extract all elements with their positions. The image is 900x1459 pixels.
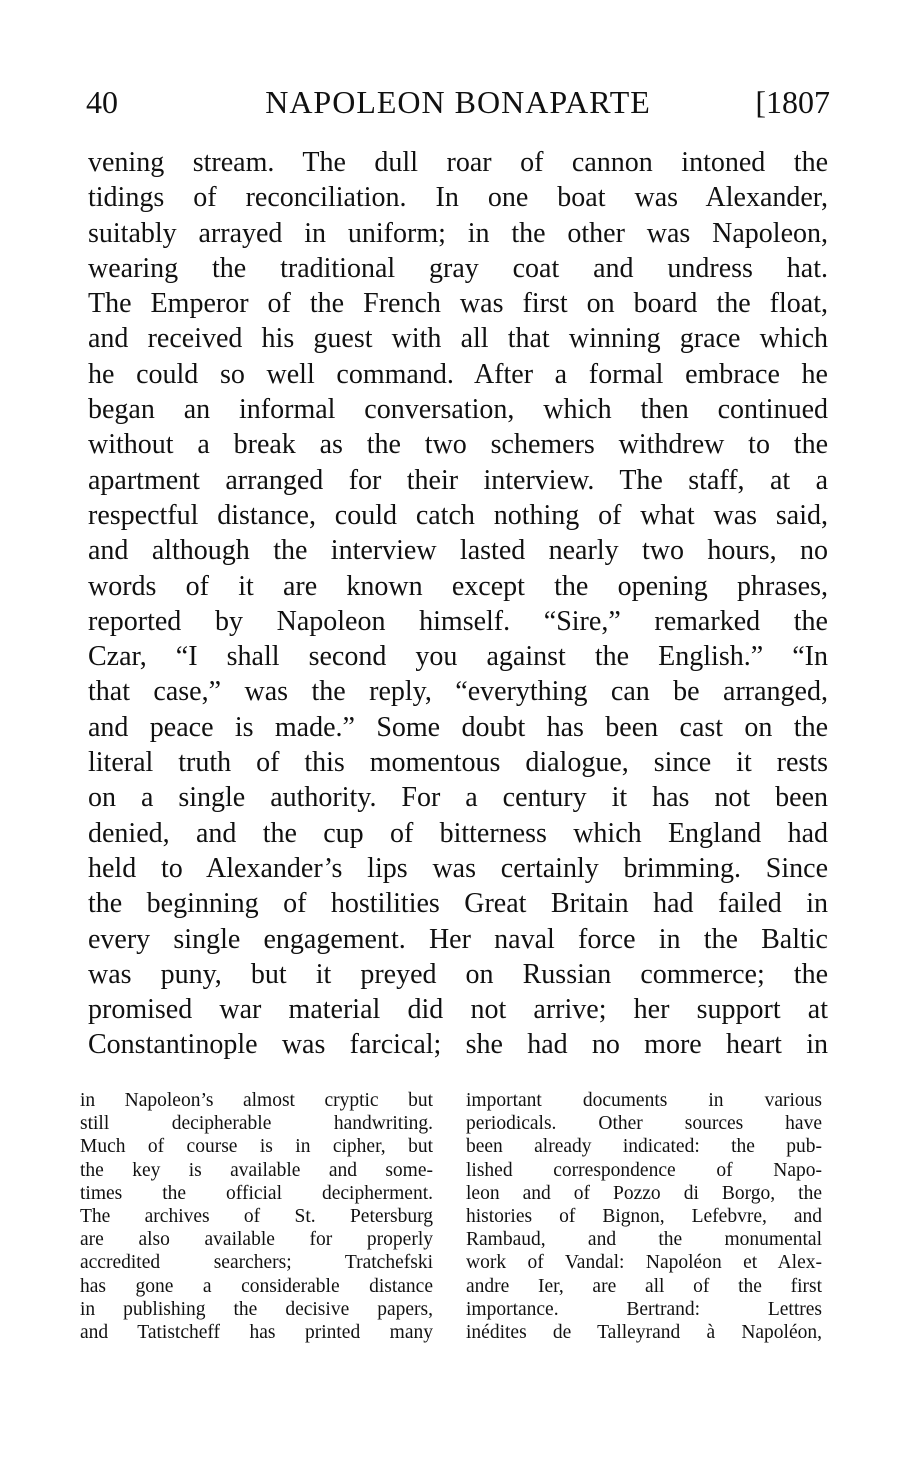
text-line: The Emperor of the French was first on board the float, xyxy=(88,288,828,320)
footnote-line: and Tatistcheff has printed many xyxy=(80,1321,433,1343)
footnote-line: in Napoleon’s almost cryptic but xyxy=(80,1090,433,1111)
footnote-line: importance. Bertrand: Lettres xyxy=(466,1298,822,1320)
text-line: and peace is made.” Some doubt has been cast on the xyxy=(88,711,828,743)
text-line: respectful distance, could catch nothing of what was said, xyxy=(88,499,828,531)
page-number: 40 xyxy=(86,84,118,120)
footnote-line: The archives of St. Petersburg xyxy=(80,1205,433,1227)
footnote-line: leon and of Pozzo di Borgo, the xyxy=(466,1182,822,1204)
text-line: denied, and the cup of bitterness which England had xyxy=(88,817,828,849)
footnote-left-column xyxy=(80,1089,433,1344)
text-line: was puny, but it preyed on Russian commerce; the xyxy=(88,958,828,990)
text-line: and received his guest with all that winning grace which xyxy=(88,323,828,355)
footnote-line: times the official decipherment. xyxy=(80,1182,433,1204)
footnote-line: accredited searchers; Tratchefski xyxy=(80,1252,433,1274)
text-line: he could so well command. After a formal embrace he xyxy=(88,358,828,390)
footnote-line: work of Vandal: Napoléon et Alex- xyxy=(466,1252,822,1274)
footnote-line: lished correspondence of Napo- xyxy=(466,1159,822,1181)
footnote-line: has gone a considerable distance xyxy=(80,1275,433,1297)
main-text xyxy=(88,145,828,1063)
footnote-line: been already indicated: the pub- xyxy=(466,1136,822,1158)
text-line: apartment arranged for their interview. The staff, at a xyxy=(88,464,828,496)
footnote-line: important documents in various xyxy=(466,1090,822,1111)
text-line: literal truth of this momentous dialogue, since it rests xyxy=(88,747,828,779)
text-line: every single engagement. Her naval force in the Baltic xyxy=(88,923,828,955)
footnote-line: are also available for properly xyxy=(80,1229,433,1251)
footnote-line: Rambaud, and the monumental xyxy=(466,1229,822,1251)
text-line: the beginning of hostilities Great Britain had failed in xyxy=(88,888,828,920)
footnote-line: periodicals. Other sources have xyxy=(466,1113,822,1135)
text-line: tidings of reconciliation. In one boat was Alexander, xyxy=(88,182,828,214)
footnote-right-column xyxy=(466,1089,822,1344)
text-line: Czar, “I shall second you against the English.” “In xyxy=(88,641,828,673)
header-year: [1807 xyxy=(755,84,830,120)
running-header xyxy=(86,82,830,122)
footnote-line: in publishing the decisive papers, xyxy=(80,1298,433,1320)
footnote-line: the key is available and some- xyxy=(80,1159,433,1181)
text-line: began an informal conversation, which then continued xyxy=(88,394,828,426)
text-line: wearing the traditional gray coat and undress hat. xyxy=(88,252,828,284)
text-line: on a single authority. For a century it has not been xyxy=(88,782,828,814)
text-line: without a break as the two schemers withdrew to the xyxy=(88,429,828,461)
footnote-line: andre Ier, are all of the first xyxy=(466,1275,822,1297)
text-line: Constantinople was farcical; she had no more heart in xyxy=(88,1029,828,1061)
text-line: reported by Napoleon himself. “Sire,” remarked the xyxy=(88,605,828,637)
text-line: that case,” was the reply, “everything can be arranged, xyxy=(88,676,828,708)
footnote-line: inédites de Talleyrand à Napoléon, xyxy=(466,1321,822,1343)
text-line: words of it are known except the opening phrases, xyxy=(88,570,828,602)
text-line: suitably arrayed in uniform; in the other was Napoleon, xyxy=(88,217,828,249)
footnote-line: histories of Bignon, Lefebvre, and xyxy=(466,1205,822,1227)
footnotes xyxy=(80,1089,828,1389)
text-line: vening stream. The dull roar of cannon intoned the xyxy=(88,147,828,178)
text-line: promised war material did not arrive; her support at xyxy=(88,994,828,1026)
text-line: and although the interview lasted nearly two hours, no xyxy=(88,535,828,567)
footnote-line: still decipherable handwriting. xyxy=(80,1113,433,1135)
text-line: held to Alexander’s lips was certainly brimming. Since xyxy=(88,852,828,884)
running-title: NAPOLEON BONAPARTE xyxy=(265,84,651,120)
footnote-line: Much of course is in cipher, but xyxy=(80,1136,433,1158)
